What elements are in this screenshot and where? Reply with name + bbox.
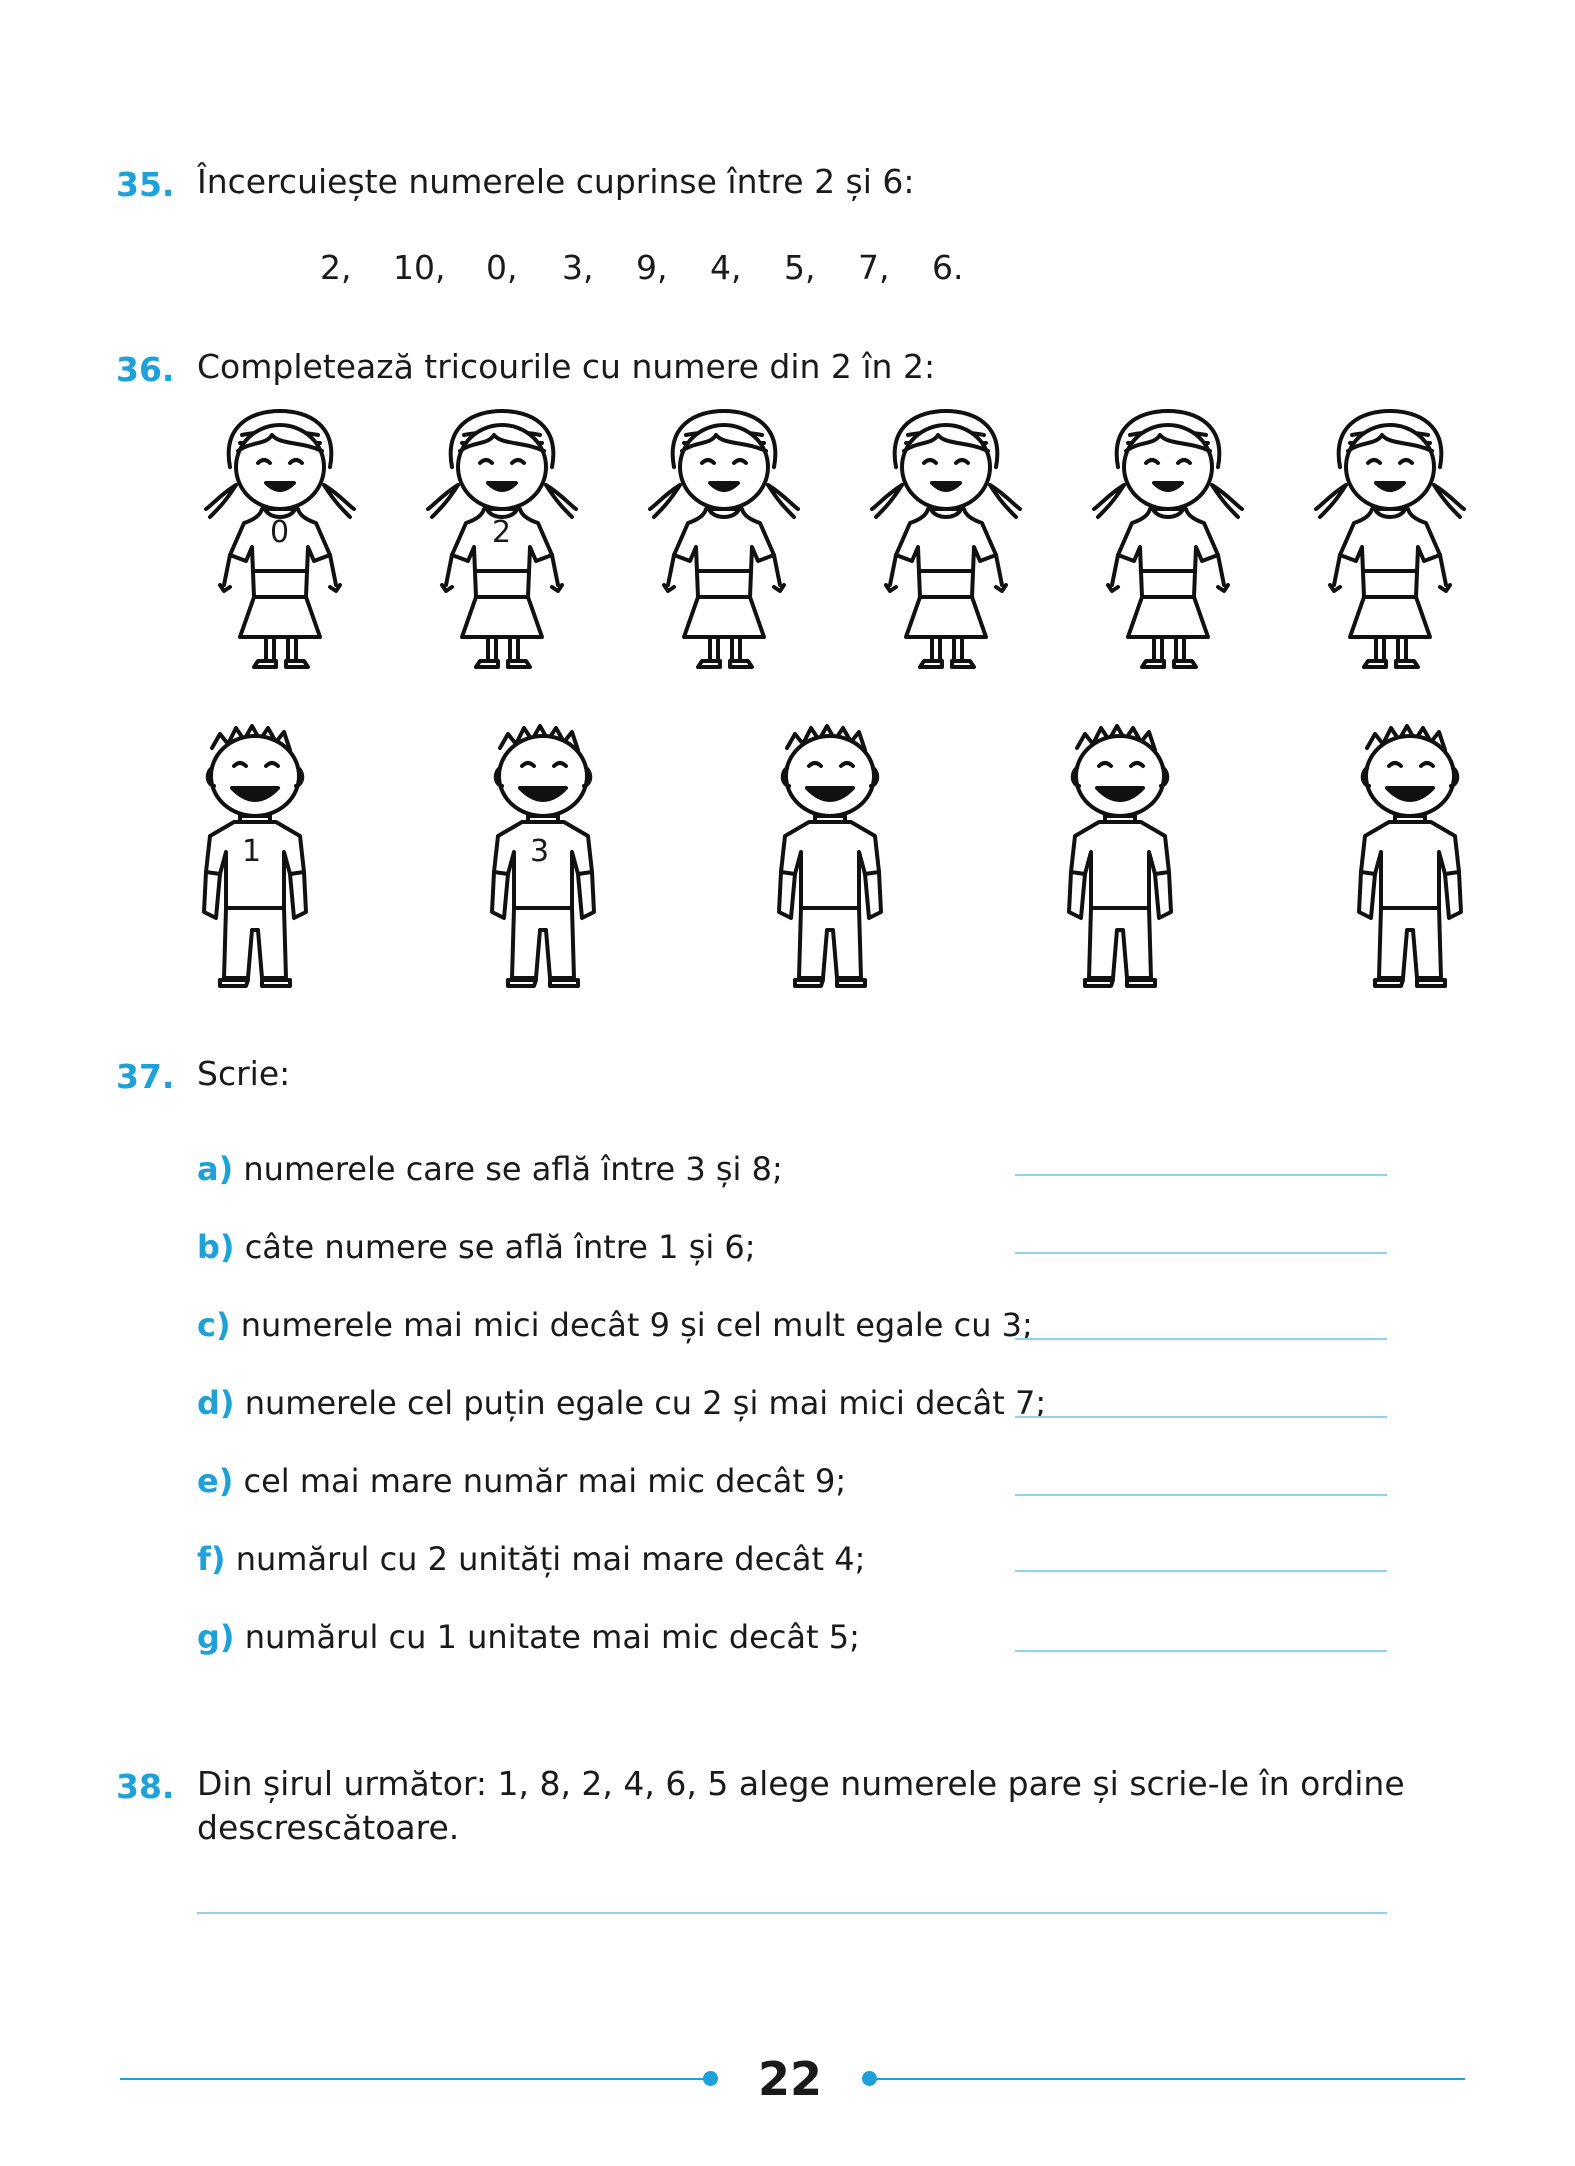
answer-line[interactable]: [1015, 1338, 1387, 1340]
item-text: cel mai mare număr mai mic decât 9;: [243, 1462, 847, 1500]
boy-figure: [765, 712, 895, 992]
footer-divider: [120, 2078, 706, 2080]
girl-figure-icon: [1310, 405, 1470, 675]
answer-line[interactable]: [1015, 1494, 1387, 1496]
item-letter: f): [197, 1540, 226, 1578]
item-text: numărul cu 1 unitate mai mic decât 5;: [244, 1618, 860, 1656]
item-letter: g): [197, 1618, 235, 1656]
item-letter: a): [197, 1150, 234, 1188]
sequence-number[interactable]: 7,: [858, 248, 890, 287]
answer-line[interactable]: [1015, 1416, 1387, 1418]
boy-figure: [190, 712, 320, 992]
sequence-number[interactable]: 3,: [562, 248, 594, 287]
sequence-number[interactable]: 5,: [784, 248, 816, 287]
exercise-number: 36.: [116, 350, 175, 389]
sequence-number[interactable]: 9,: [636, 248, 668, 287]
instruction-line: Din șirul următor: 1, 8, 2, 4, 6, 5 alege numerele pare și scrie-le în ordine: [197, 1764, 1405, 1803]
page-number: 22: [757, 2052, 822, 2106]
girl-figure: [644, 405, 804, 675]
sequence-number[interactable]: 0,: [486, 248, 518, 287]
girl-figure-icon: [644, 405, 804, 675]
answer-line[interactable]: [1015, 1650, 1387, 1652]
answer-line[interactable]: [1015, 1252, 1387, 1254]
exercise-instruction: Scrie:: [197, 1054, 291, 1093]
answer-line[interactable]: [197, 1912, 1387, 1914]
footer-divider: [875, 2078, 1465, 2080]
instruction-line: descrescătoare.: [197, 1808, 460, 1847]
list-item: [197, 1384, 1046, 1422]
item-letter: e): [197, 1462, 234, 1500]
boy-figure-icon: [1345, 712, 1475, 992]
shirt-number[interactable]: 3: [530, 834, 550, 869]
shirt-number[interactable]: 0: [270, 515, 290, 550]
boy-figure-icon: [1055, 712, 1185, 992]
girl-figure: [866, 405, 1026, 675]
item-letter: b): [197, 1228, 235, 1266]
exercise-instruction: Completează tricourile cu numere din 2 în 2:: [197, 347, 936, 386]
sequence-number[interactable]: 6.: [932, 248, 964, 287]
shirt-number[interactable]: 2: [492, 515, 512, 550]
exercise-number: 35.: [116, 165, 175, 204]
item-text: numerele care se află între 3 și 8;: [243, 1150, 783, 1188]
girl-figure: [1088, 405, 1248, 675]
list-item: [197, 1618, 860, 1656]
item-text: câte numere se află între 1 și 6;: [244, 1228, 756, 1266]
exercise-number: 37.: [116, 1057, 175, 1096]
list-item: [197, 1228, 756, 1266]
boy-figure-icon: [765, 712, 895, 992]
item-letter: d): [197, 1384, 235, 1422]
item-text: numerele mai mici decât 9 și cel mult egale cu 3;: [240, 1306, 1033, 1344]
list-item: [197, 1306, 1033, 1344]
boy-figure: [1055, 712, 1185, 992]
footer-dot: [703, 2071, 718, 2086]
list-item: [197, 1150, 783, 1188]
boy-figure: [1345, 712, 1475, 992]
answer-line[interactable]: [1015, 1570, 1387, 1572]
shirt-number[interactable]: 1: [242, 834, 262, 869]
girl-figure-icon: [1088, 405, 1248, 675]
exercise-instruction: Încercuiește numerele cuprinse între 2 și 6:: [197, 162, 915, 201]
exercise-number: 38.: [116, 1767, 175, 1806]
sequence-number[interactable]: 2,: [320, 248, 352, 287]
sequence-number[interactable]: 10,: [393, 248, 446, 287]
girl-figure-icon: [866, 405, 1026, 675]
girl-figure: [1310, 405, 1470, 675]
item-text: numărul cu 2 unități mai mare decât 4;: [235, 1540, 866, 1578]
boy-figure: [478, 712, 608, 992]
girl-figure: [422, 405, 582, 675]
sequence-number[interactable]: 4,: [710, 248, 742, 287]
list-item: [197, 1462, 846, 1500]
list-item: [197, 1540, 865, 1578]
item-letter: c): [197, 1306, 231, 1344]
answer-line[interactable]: [1015, 1174, 1387, 1176]
exercise-instruction: [197, 1762, 1405, 1850]
girl-figure: [200, 405, 360, 675]
item-text: numerele cel puțin egale cu 2 și mai mici decât 7;: [244, 1384, 1047, 1422]
